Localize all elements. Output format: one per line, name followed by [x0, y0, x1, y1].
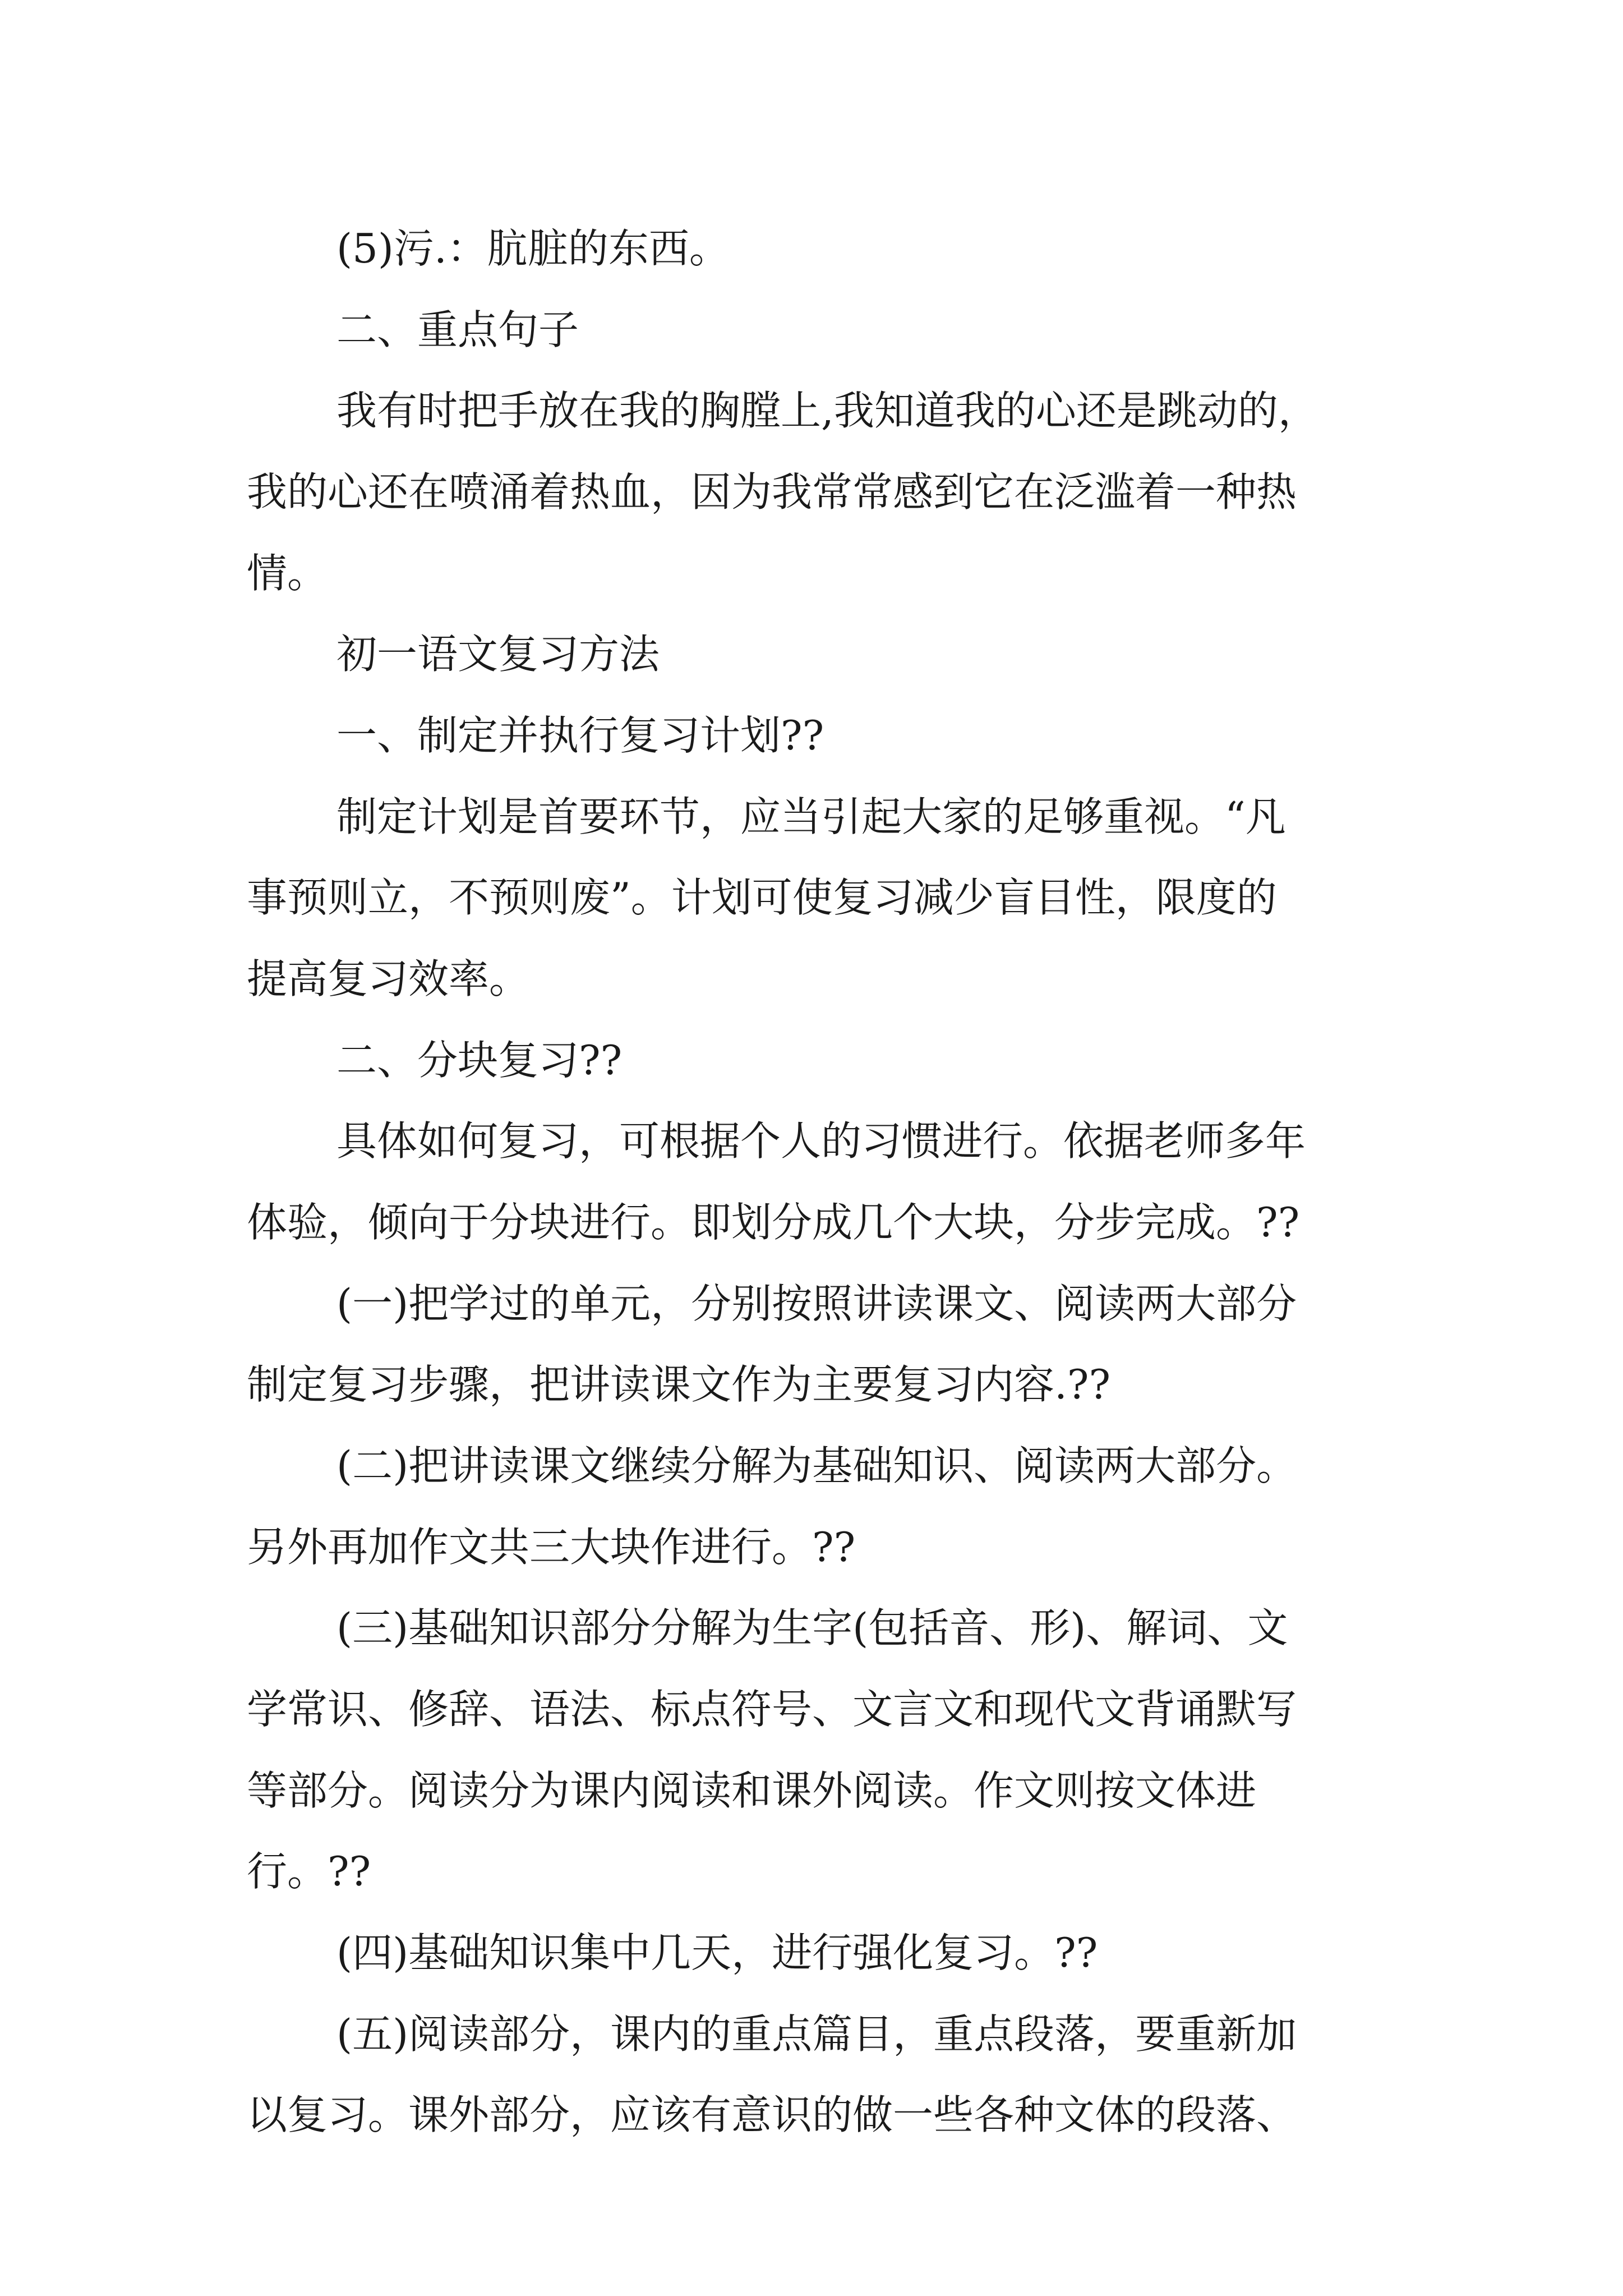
item-4-line-1: (四)基础知识集中几天，进行强化复习。??	[336, 1929, 1098, 1976]
section-heading-plan: 一、制定并执行复习计划??	[336, 712, 824, 759]
paragraph-plan-line-2: 事预则立，不预则废”。计划可使复习减少盲目性，限度的	[247, 874, 1277, 921]
paragraph-plan-line-1: 制定计划是首要环节，应当引起大家的足够重视。“凡	[336, 793, 1286, 840]
item-3-line-3: 等部分。阅读分为课内阅读和课外阅读。作文则按文体进	[247, 1767, 1257, 1814]
item-1-line-1: (一)把学过的单元，分别按照讲读课文、阅读两大部分	[336, 1280, 1297, 1327]
item-3-line-1: (三)基础知识部分分解为生字(包括音、形)、解词、文	[336, 1604, 1288, 1651]
item-2-line-2: 另外再加作文共三大块作进行。??	[247, 1524, 856, 1571]
item-1-line-2: 制定复习步骤，把讲读课文作为主要复习内容.??	[247, 1361, 1111, 1408]
item-5-line-1: (五)阅读部分，课内的重点篇目，重点段落，要重新加	[336, 2010, 1297, 2058]
section-heading-key-sentences: 二、重点句子	[336, 306, 579, 353]
section-heading-blocks: 二、分块复习??	[336, 1037, 623, 1084]
paragraph-plan-line-3: 提高复习效率。	[247, 955, 530, 1002]
item-2-line-1: (二)把讲读课文继续分解为基础知识、阅读两大部分。	[336, 1442, 1297, 1489]
item-3-line-4: 行。??	[247, 1848, 371, 1895]
paragraph-blocks-line-2: 体验，倾向于分块进行。即划分成几个大块，分步完成。??	[247, 1199, 1300, 1246]
definition-item-5: (5)污.：肮脏的东西。	[336, 225, 730, 272]
paragraph-blocks-line-1: 具体如何复习，可根据个人的习惯进行。依据老师多年	[336, 1117, 1306, 1165]
article-title: 初一语文复习方法	[336, 631, 660, 678]
item-5-line-2: 以复习。课外部分，应该有意识的做一些各种文体的段落、	[247, 2091, 1297, 2138]
item-3-line-2: 学常识、修辞、语法、标点符号、文言文和现代文背诵默写	[247, 1686, 1297, 1733]
key-sentence-line-1: 我有时把手放在我的胸膛上,我知道我的心还是跳动的，	[336, 387, 1318, 434]
key-sentence-line-2: 我的心还在喷涌着热血，因为我常常感到它在泛滥着一种热	[247, 468, 1297, 516]
key-sentence-line-3: 情。	[247, 550, 328, 597]
